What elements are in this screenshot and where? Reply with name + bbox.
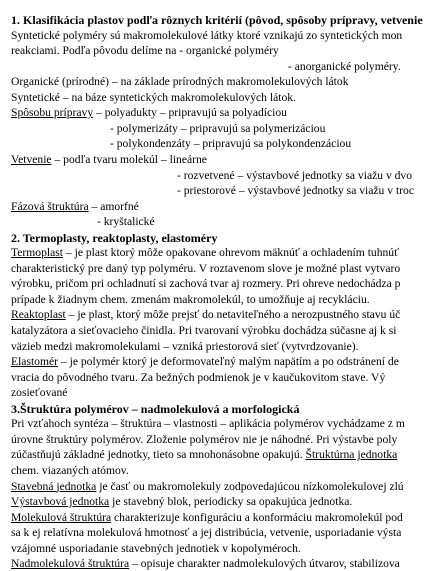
text-line — [11, 448, 397, 462]
text-run: Organické (prírodné) – na základe prírodných makromolekulových látok — [11, 75, 349, 89]
text-line — [11, 495, 352, 509]
underlined-term: Vetvenie — [11, 152, 52, 166]
text-run: prípade k žiadnym chem. zmenám makromolekúl, to umožňuje aj recykláciu. — [11, 292, 370, 306]
text-line — [11, 402, 299, 416]
text-line — [11, 371, 385, 385]
text-line — [288, 60, 401, 74]
text-line — [11, 480, 404, 494]
text-run: Pri vzťahoch syntéza – štruktúra – vlastnosti – aplikácia polymérov vychádzame z m — [11, 417, 405, 431]
text-line — [11, 75, 349, 89]
text-line — [11, 246, 399, 260]
text-line — [177, 184, 414, 198]
text-run: úrovne štruktúry polymérov. Zloženie polymérov nie je náhodné. Pri výstavbe poly — [11, 432, 398, 446]
text-run: vzájomné usporiadanie stavebných jednotiek v kopolyméroch. — [11, 541, 301, 555]
text-line — [11, 386, 67, 400]
underlined-term: Stavebná jednotka — [11, 479, 97, 493]
text-line — [11, 153, 207, 167]
text-run: – opisuje charakter nadmolekulových útvarov, stabilizova — [129, 557, 400, 571]
text-line — [11, 262, 400, 276]
text-line — [177, 169, 412, 183]
text-run: charakteristický pre daný typ polyméru. V roztavenom slove je možné plast vytvaro — [11, 261, 401, 275]
text-line — [11, 340, 359, 354]
text-line — [11, 231, 217, 245]
text-line — [11, 526, 401, 540]
underlined-term: Reaktoplast — [11, 308, 66, 322]
text-line — [110, 122, 325, 136]
text-run: - polymerizáty – pripravujú sa polymerizáciou — [110, 121, 326, 135]
text-run: je stavebný blok, periodicky sa opakujúca jednotka. — [109, 495, 353, 509]
text-run: väzieb medzi makromolekulami – vzniká priestorová sieť (vytvrdzovanie). — [11, 339, 359, 353]
text-line — [11, 200, 139, 214]
text-run: – amorfné — [88, 199, 139, 213]
text-run: reakciami. Podľa pôvodu delíme na - organické polyméry — [11, 44, 279, 58]
text-line — [11, 542, 301, 556]
underlined-term: Termoplast — [11, 246, 63, 260]
text-run: zosieťované — [11, 386, 68, 400]
text-run: - anorganické polyméry. — [288, 59, 401, 73]
text-line — [11, 417, 405, 431]
text-run: Syntetické polyméry sú makromolekulové látky ktoré vznikajú zo syntetických mon — [11, 28, 403, 42]
text-line — [11, 91, 296, 105]
text-run: Syntetické – na báze syntetických makromolekulových látok. — [11, 90, 296, 104]
text-run: sa k ej relatívna molekulová hmotnosť a jej distribúcia, vetvenie, usporiadanie výsta — [11, 526, 402, 540]
text-line — [97, 215, 155, 229]
section-heading: 3.Štruktúra polymérov – nadmolekulová a morfologická — [11, 401, 300, 416]
text-run: charakterizuje konfiguráciu a konformáciu makromolekúl pod — [111, 510, 403, 524]
text-run: výrobku, pričom pri ochladnutí si zachová tvar aj rozmery. Pri ohreve nedochádza p — [11, 277, 401, 291]
underlined-term: Štruktúrna jednotka — [305, 448, 398, 462]
underlined-term: Fázová štruktúra — [11, 199, 89, 213]
text-line — [11, 277, 400, 291]
text-run: – je plast, ktorý môže prejsť do netaviteľného a nerozpustného stavu úč — [65, 308, 401, 322]
text-run: - polykondenzáty – pripravujú sa polykondenzáciou — [110, 137, 352, 151]
text-line — [11, 557, 400, 571]
text-run: – je plast ktorý môže opakovane ohrevom mäknúť a ochladením tuhnúť — [63, 246, 400, 260]
text-line — [11, 355, 399, 369]
section-heading: 1. Klasifikácia plastov podľa rôznych kritérií (pôvod, spôsoby prípravy, vetvenie — [11, 13, 423, 27]
text-run: vracia do pôvodného tvaru. Za bežných podmienok je v kaučukovitom stave. V — [11, 370, 380, 384]
text-line — [11, 29, 402, 43]
text-line — [11, 511, 403, 525]
underlined-term: Molekulová štruktúra — [11, 510, 112, 524]
text-line — [11, 433, 397, 447]
text-run: je časť ou makromolekuly zodpovedajúcou nízkomolekulovej zlú — [96, 479, 404, 493]
text-run: - rozvetvené – výstavbové jednotky sa viažu v dvo — [177, 168, 413, 182]
text-run: – polyadukty – pripravujú sa polyadíciou — [93, 106, 287, 120]
text-line — [11, 464, 129, 478]
text-line — [110, 137, 351, 151]
text-line — [11, 308, 400, 322]
text-run: – je polymér ktorý je deformovateľný malým napätím a po odstránení de — [58, 355, 399, 369]
text-run: zúčastňujú základné jednotky, tieto sa mnohonásobne opakujú. — [11, 448, 306, 462]
text-run: – podľa tvaru molekúl – lineárne — [51, 152, 207, 166]
text-run: - priestorové – výstavbové jednotky sa viažu v troc — [177, 184, 414, 198]
text-line — [11, 324, 396, 338]
text-run: chem. viazaných atómov. — [11, 463, 129, 477]
underlined-term: Výstavbová jednotka — [11, 495, 110, 509]
text-line — [11, 13, 423, 27]
text-line — [11, 106, 287, 120]
section-heading: 2. Termoplasty, reaktoplasty, elastoméry — [11, 230, 218, 245]
text-run: ý — [379, 370, 386, 384]
text-run: - kryštalické — [97, 215, 155, 229]
text-line — [11, 44, 279, 58]
text-line — [11, 293, 370, 307]
underlined-term: Spôsobu prípravy — [11, 106, 94, 120]
underlined-term: Nadmolekulová štruktúra — [11, 557, 130, 571]
underlined-term: Elastomér — [11, 355, 59, 369]
text-run: katalyzátora a sieťovacieho činidla. Pri tvarovaní výrobku dochádza súčasne aj k si — [11, 324, 397, 337]
